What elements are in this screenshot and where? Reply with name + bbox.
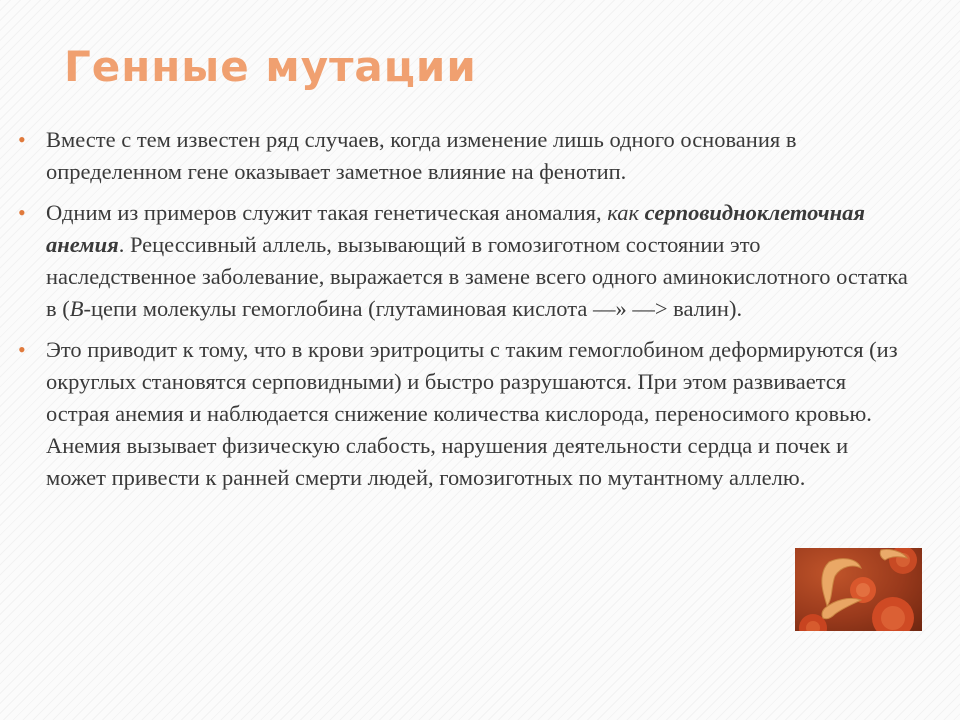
bullet-text-emphasis: серповидноклеточная анемия	[46, 200, 865, 257]
bullet-item-3	[18, 334, 908, 494]
bullet-text-part: -цепи молекулы гемоглобина (глутаминовая кислота —» —> валин).	[83, 296, 743, 321]
slide-title: Генные мутации	[64, 42, 477, 91]
sickle-cell-image	[795, 548, 922, 631]
bullet-text-italic: В	[69, 296, 84, 321]
bullet-marker: •	[18, 337, 26, 362]
bullet-marker: •	[18, 200, 26, 225]
bullet-text-part: Одним из примеров служит такая генетическая аномалия,	[46, 200, 608, 225]
bullet-text-part: . Рецессивный аллель, вызывающий в гомозиготном состоянии это наследственное заболевание, выражается в замене всего одного аминокислотного остатка в (	[46, 232, 908, 321]
bullet-list	[18, 124, 908, 503]
bullet-marker: •	[18, 127, 26, 152]
round-cell	[872, 597, 914, 631]
bullet-item-2	[18, 197, 908, 325]
bullet-text-italic: как	[607, 200, 640, 225]
bullet-text: Это приводит к тому, что в крови эритроциты с таким гемоглобином деформируются (из округлых становятся серповидными) и быстро разрушаются. При этом развивается острая анемия и наблюдается снижение количества кислорода, переносимого кровью. Анемия вызывает физическую слабость, нарушения деятельности сердца и почек и может привести к ранней смерти людей, гомозиготных по мутантному аллелю.	[46, 337, 898, 490]
bullet-text: Вместе с тем известен ряд случаев, когда изменение лишь одного основания в определенном гене оказывает заметное влияние на фенотип.	[46, 127, 797, 184]
bullet-item-1	[18, 124, 908, 188]
